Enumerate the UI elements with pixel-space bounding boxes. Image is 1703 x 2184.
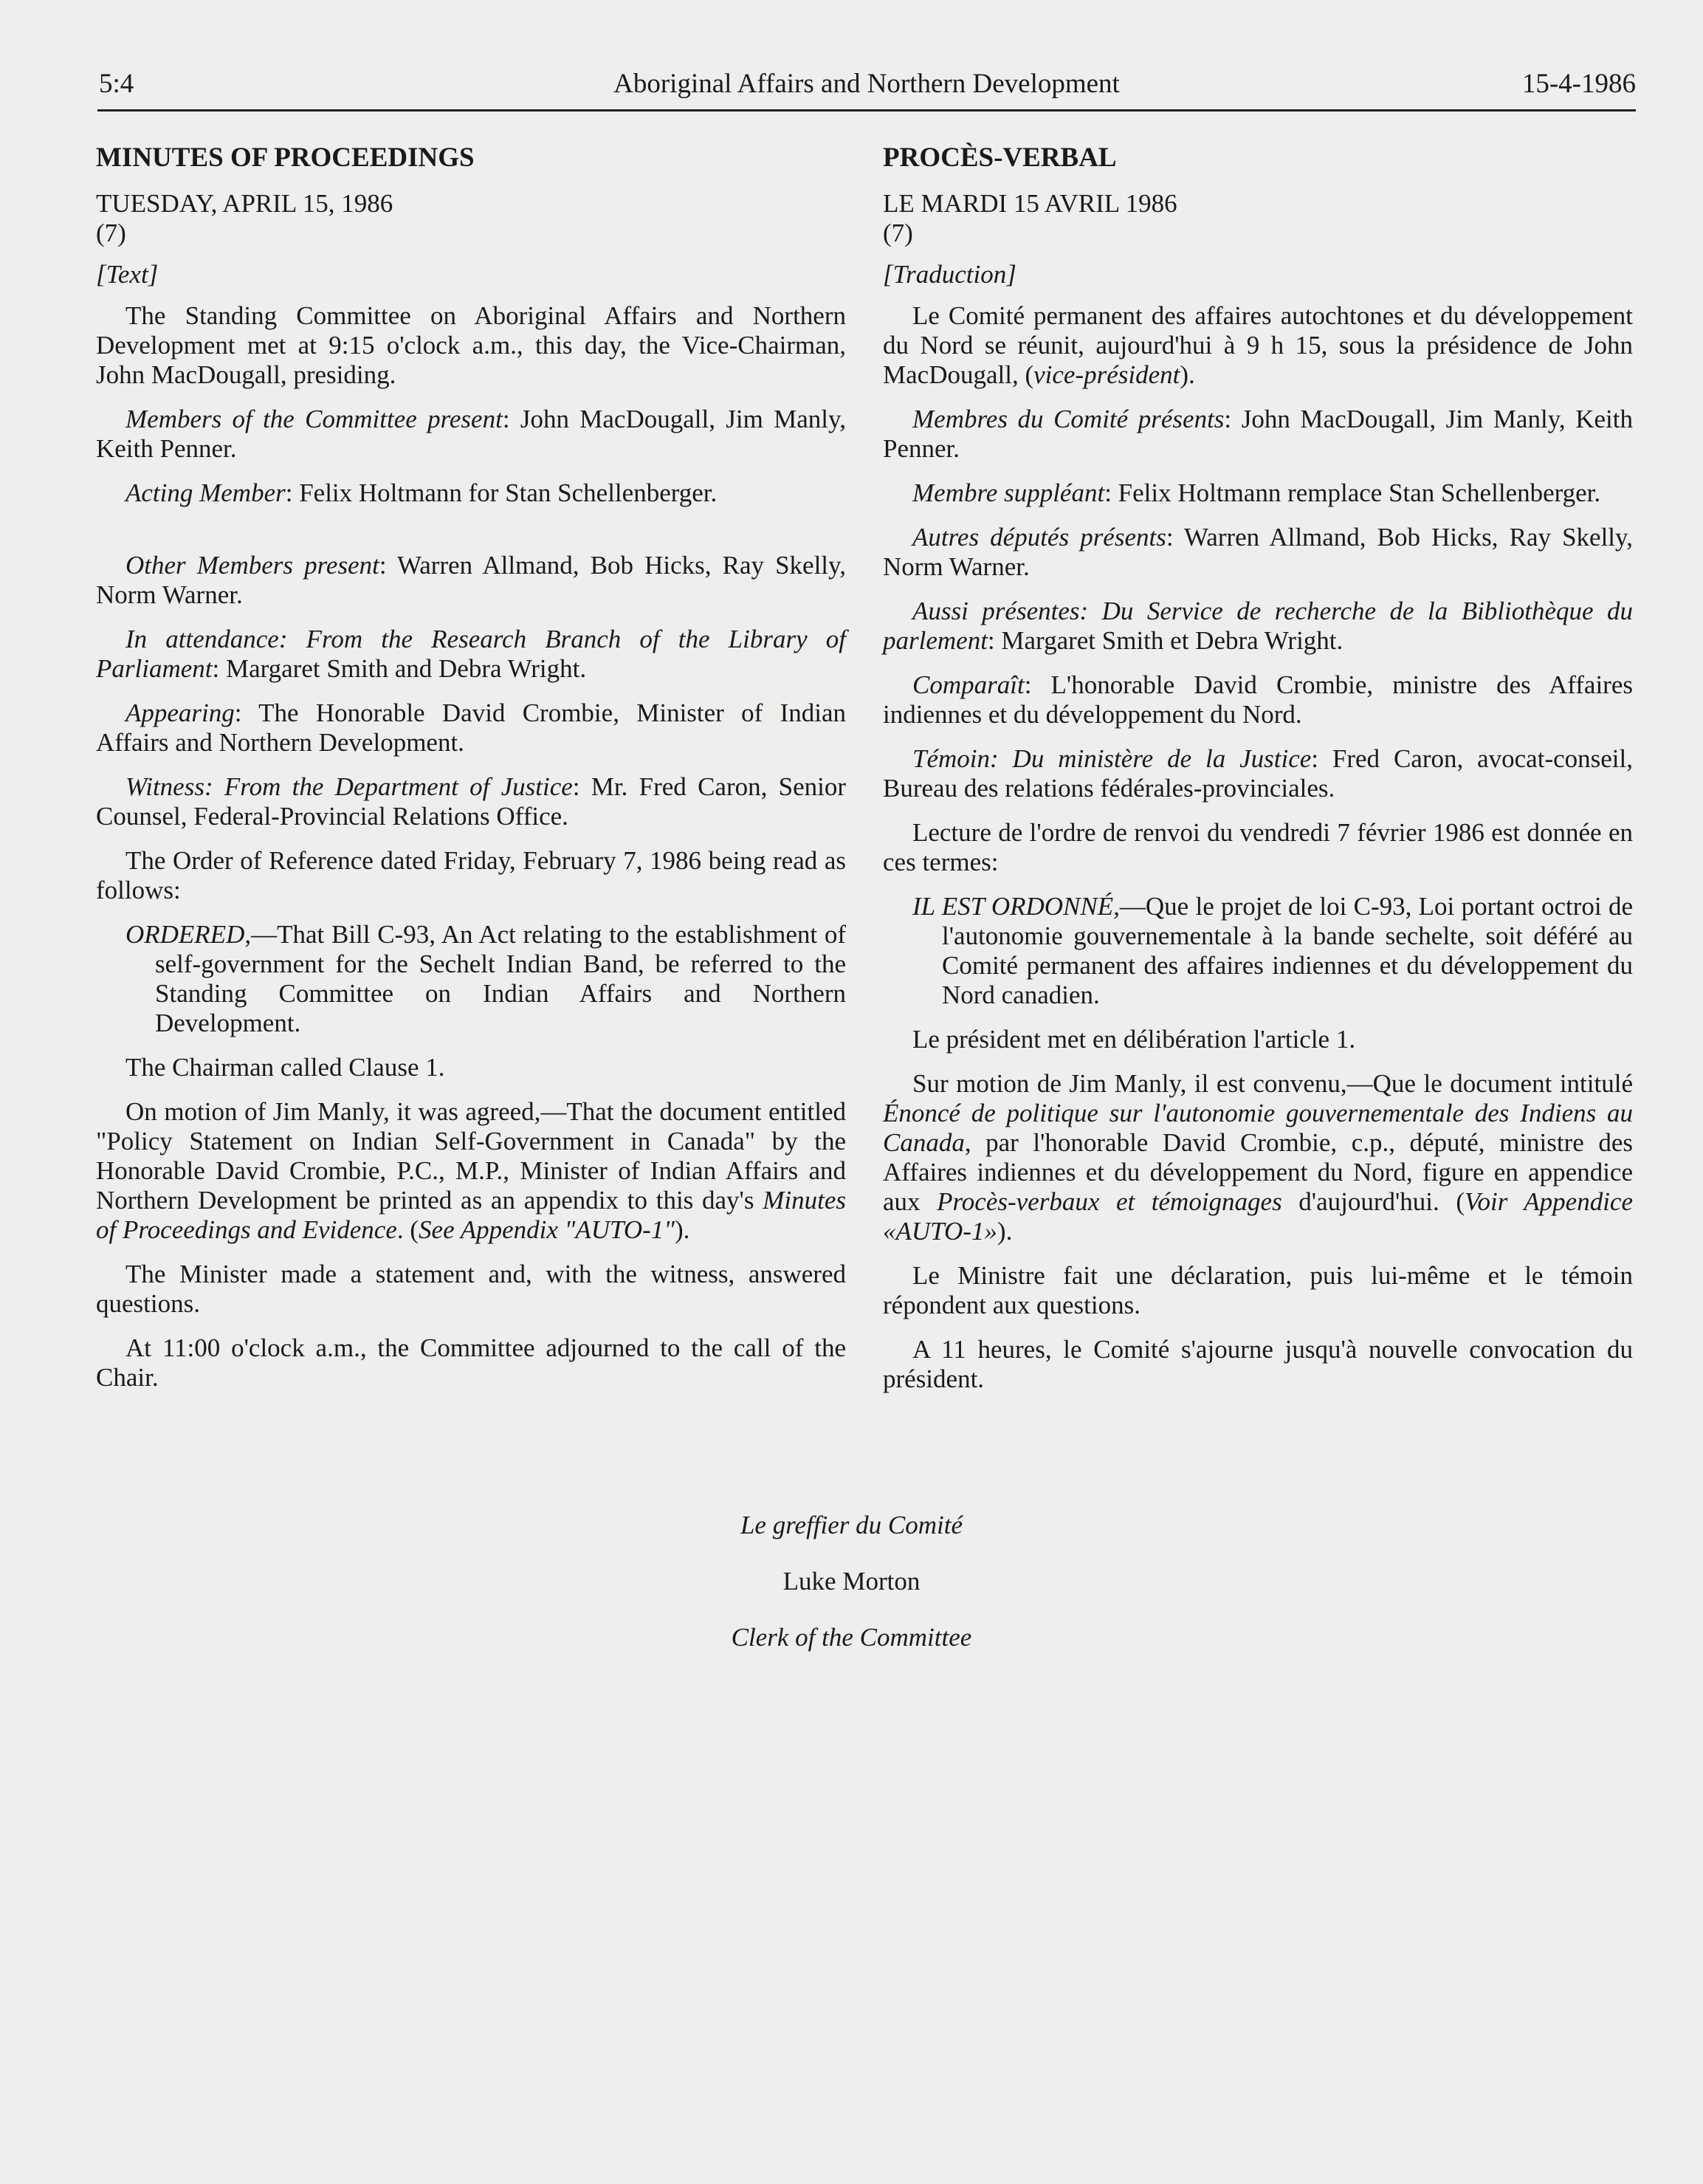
english-heading: MINUTES OF PROCEEDINGS [96,142,475,173]
english-other-members: Other Members present: Warren Allmand, Bob Hicks, Ray Skelly, Norm Warner. [96,551,847,609]
signature-block [0,1511,1703,1679]
french-appearing: Comparaît: L'honorable David Crombie, ministre des Affaires indiennes et du développement du Nord. [883,670,1633,729]
english-clause: The Chairman called Clause 1. [125,1053,445,1082]
french-text-tag: [Traduction] [883,260,1016,289]
page-number: 5:4 [99,69,134,99]
french-column [883,142,1633,1409]
french-motion: Sur motion de Jim Manly, il est convenu,—Que le document intitulé Énoncé de politique sur l'autonomie gouvernementale des Indiens au Canada, par l'honorable David Crombie, c.p., député, ministre des Affaires indiennes et du développement du Nord, figure en appendice aux Procès-verbaux et témoignages d'aujourd'hui. (Voir Appendice «AUTO-1»). [883,1069,1633,1246]
english-order-text: ORDERED,—That Bill C-93, An Act relating to the establishment of self-government for the Sechelt Indian Band, be referred to the Standing Committee on Indian Affairs and Northern Development. [125,920,846,1037]
french-order-intro: Lecture de l'ordre de renvoi du vendredi 7 février 1986 est donnée en ces termes: [883,818,1633,876]
clerk-name: Luke Morton [782,1567,921,1596]
french-in-attendance: Aussi présentes: Du Service de recherche de la Bibliothèque du parlement: Margaret Smith et Debra Wright. [883,597,1633,655]
english-acting-member: Acting Member: Felix Holtmann for Stan Schellenberger. [125,478,718,507]
french-adjournment: A 11 heures, le Comité s'ajourne jusqu'à nouvelle convocation du président. [883,1335,1633,1393]
english-statement: The Minister made a statement and, with the witness, answered questions. [96,1260,846,1318]
french-heading: PROCÈS-VERBAL [883,142,1117,173]
english-order-intro: The Order of Reference dated Friday, February 7, 1986 being read as follows: [96,846,846,904]
english-motion: On motion of Jim Manly, it was agreed,—That the document entitled "Policy Statement on Indian Self-Government in Canada" by the Honorable David Crombie, P.C., M.P., Minister of Indian Affairs and Northern Development be printed as an appendix to this day's Minutes of Proceedings and Evidence. (See Appendix "AUTO-1"). [96,1097,846,1244]
french-witness: Témoin: Du ministère de la Justice: Fred Caron, avocat-conseil, Bureau des relations fédérales-provinciales. [883,744,1633,803]
french-order-text: IL EST ORDONNÉ,—Que le projet de loi C-93, Loi portant octroi de l'autonomie gouvernementale à la bande sechelte, soit déféré au Comité permanent des affaires indiennes et du développement du Nord canadien. [912,892,1634,1009]
english-adjournment: At 11:00 o'clock a.m., the Committee adjourned to the call of the Chair. [96,1333,846,1392]
english-date: TUESDAY, APRIL 15, 1986 [96,189,393,218]
french-statement: Le Ministre fait une déclaration, puis lui-même et le témoin répondent aux questions. [883,1261,1633,1319]
french-opening-paragraph: Le Comité permanent des affaires autochtones et du développement du Nord se réunit, aujourd'hui à 9 h 15, sous la présidence de John MacDougall, (vice-président). [883,301,1633,389]
english-text-tag: [Text] [96,260,159,289]
french-meeting-number: (7) [883,219,913,247]
english-meeting-number: (7) [96,219,126,247]
clerk-title-english: Clerk of the Committee [731,1623,972,1652]
english-members-present: Members of the Committee present: John MacDougall, Jim Manly, Keith Penner. [96,405,846,463]
french-date: LE MARDI 15 AVRIL 1986 [883,189,1177,218]
english-appearing: Appearing: The Honorable David Crombie, Minister of Indian Affairs and Northern Development. [96,698,846,757]
clerk-title-french: Le greffier du Comité [740,1511,963,1539]
running-title: Aboriginal Affairs and Northern Development [613,69,1120,99]
header-date: 15-4-1986 [1521,69,1636,99]
english-witness: Witness: From the Department of Justice: Mr. Fred Caron, Senior Counsel, Federal-Provincial Relations Office. [96,772,846,831]
page-header [97,68,1636,111]
french-other-members: Autres députés présents: Warren Allmand, Bob Hicks, Ray Skelly, Norm Warner. [883,523,1634,581]
french-acting-member: Membre suppléant: Felix Holtmann remplace Stan Schellenberger. [912,478,1601,507]
english-in-attendance: In attendance: From the Research Branch of the Library of Parliament: Margaret Smith and Debra Wright. [96,625,846,683]
english-opening-paragraph: The Standing Committee on Aboriginal Affairs and Northern Development met at 9:15 o'clock a.m., this day, the Vice-Chairman, John MacDougall, presiding. [96,301,846,389]
french-clause: Le président met en délibération l'article 1. [912,1025,1356,1054]
english-column [96,142,846,1407]
french-members-present: Membres du Comité présents: John MacDougall, Jim Manly, Keith Penner. [883,405,1634,463]
